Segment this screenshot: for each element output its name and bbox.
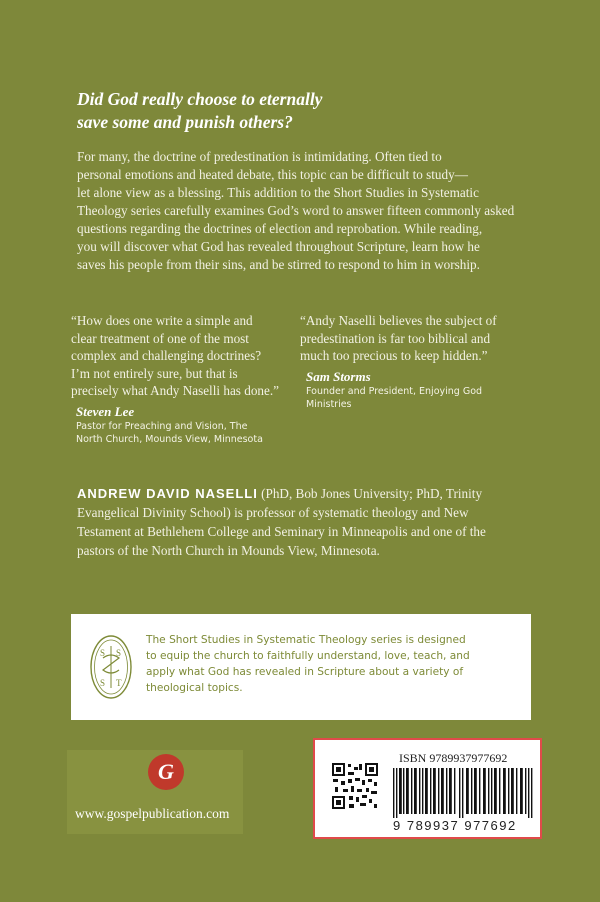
publisher-url[interactable]: www.gospelpublication.com bbox=[75, 806, 230, 821]
endorsement-role: North Church, Mounds View, Minnesota bbox=[76, 434, 263, 445]
hook-question bbox=[77, 88, 497, 134]
barcode-icon bbox=[393, 768, 533, 818]
hook-line: save some and punish others? bbox=[77, 112, 293, 132]
bio-line: Evangelical Divinity School) is professor of systematic theology and New bbox=[77, 505, 469, 520]
endorsement-line: precisely what Andy Naselli has done.” bbox=[71, 383, 280, 398]
endorsement-role: Founder and President, Enjoying God bbox=[306, 386, 483, 397]
seal-letter: T bbox=[116, 678, 122, 688]
endorsement-line: complex and challenging doctrines? bbox=[71, 348, 262, 363]
isbn-label: ISBN 9789937977692 bbox=[399, 751, 508, 765]
endorsement-author: Steven Lee bbox=[76, 403, 135, 419]
endorsement-line: “How does one write a simple and bbox=[71, 313, 253, 328]
endorsement-sam-storms bbox=[300, 312, 540, 411]
description bbox=[77, 148, 537, 274]
endorsement-author: Sam Storms bbox=[306, 368, 371, 384]
seal-letter: S bbox=[116, 648, 122, 658]
series-seal-icon bbox=[89, 634, 133, 700]
publisher-block bbox=[67, 750, 243, 834]
seal-letter: S bbox=[100, 648, 106, 658]
series-line: The Short Studies in Systematic Theology series is designed bbox=[146, 634, 466, 646]
endorsement-role: Pastor for Preaching and Vision, The bbox=[76, 421, 248, 432]
series-line: to equip the church to faithfully understand, love, teach, and bbox=[146, 650, 470, 662]
endorsement-line: I’m not entirely sure, but that is bbox=[71, 365, 238, 381]
endorsement-line: much too precious to keep hidden.” bbox=[300, 348, 488, 363]
series-line: apply what God has revealed in Scripture about a variety of bbox=[146, 666, 464, 678]
description-line: saves his people from their sins, and be stirred to respond to him in worship. bbox=[77, 257, 480, 272]
author-bio bbox=[77, 484, 547, 560]
description-line: let alone view as a blessing. This addition to the Short Studies in Systematic bbox=[77, 185, 479, 200]
endorsement-steven-lee bbox=[71, 312, 291, 446]
bio-line: (PhD, Bob Jones University; PhD, Trinity bbox=[257, 486, 483, 501]
hook-line: Did God really choose to eternally bbox=[77, 89, 323, 109]
series-description-box bbox=[71, 614, 531, 720]
description-line: personal emotions and heated debate, this topic can be difficult to study— bbox=[77, 167, 468, 182]
bio-line: pastors of the North Church in Mounds View, Minnesota. bbox=[77, 543, 380, 558]
description-line: you will discover what God has revealed throughout Scripture, learn how he bbox=[77, 239, 480, 254]
author-name: ANDREW DAVID NASELLI bbox=[77, 486, 258, 501]
barcode-panel bbox=[313, 738, 542, 839]
endorsement-line: “Andy Naselli believes the subject of bbox=[300, 313, 497, 328]
seal-letter: S bbox=[100, 678, 106, 688]
barcode-digits: 9 789937 977692 bbox=[393, 818, 517, 833]
series-line: theological topics. bbox=[146, 682, 243, 694]
description-line: Theology series carefully examines God’s word to answer fifteen commonly asked bbox=[77, 203, 515, 218]
series-text bbox=[146, 632, 526, 696]
endorsement-line: clear treatment of one of the most bbox=[71, 330, 249, 346]
endorsement-role: Ministries bbox=[306, 399, 352, 410]
description-line: questions regarding the doctrines of election and reprobation. While reading, bbox=[77, 221, 483, 236]
qr-code-icon bbox=[331, 762, 379, 810]
bio-first-line bbox=[77, 484, 547, 503]
description-line: For many, the doctrine of predestination is intimidating. Often tied to bbox=[77, 149, 442, 164]
endorsement-line: predestination is far too biblical and bbox=[300, 330, 491, 346]
publisher-logo-icon: G bbox=[148, 754, 184, 790]
bio-line: Testament at Bethlehem College and Seminary in Minneapolis and one of the bbox=[77, 524, 486, 539]
